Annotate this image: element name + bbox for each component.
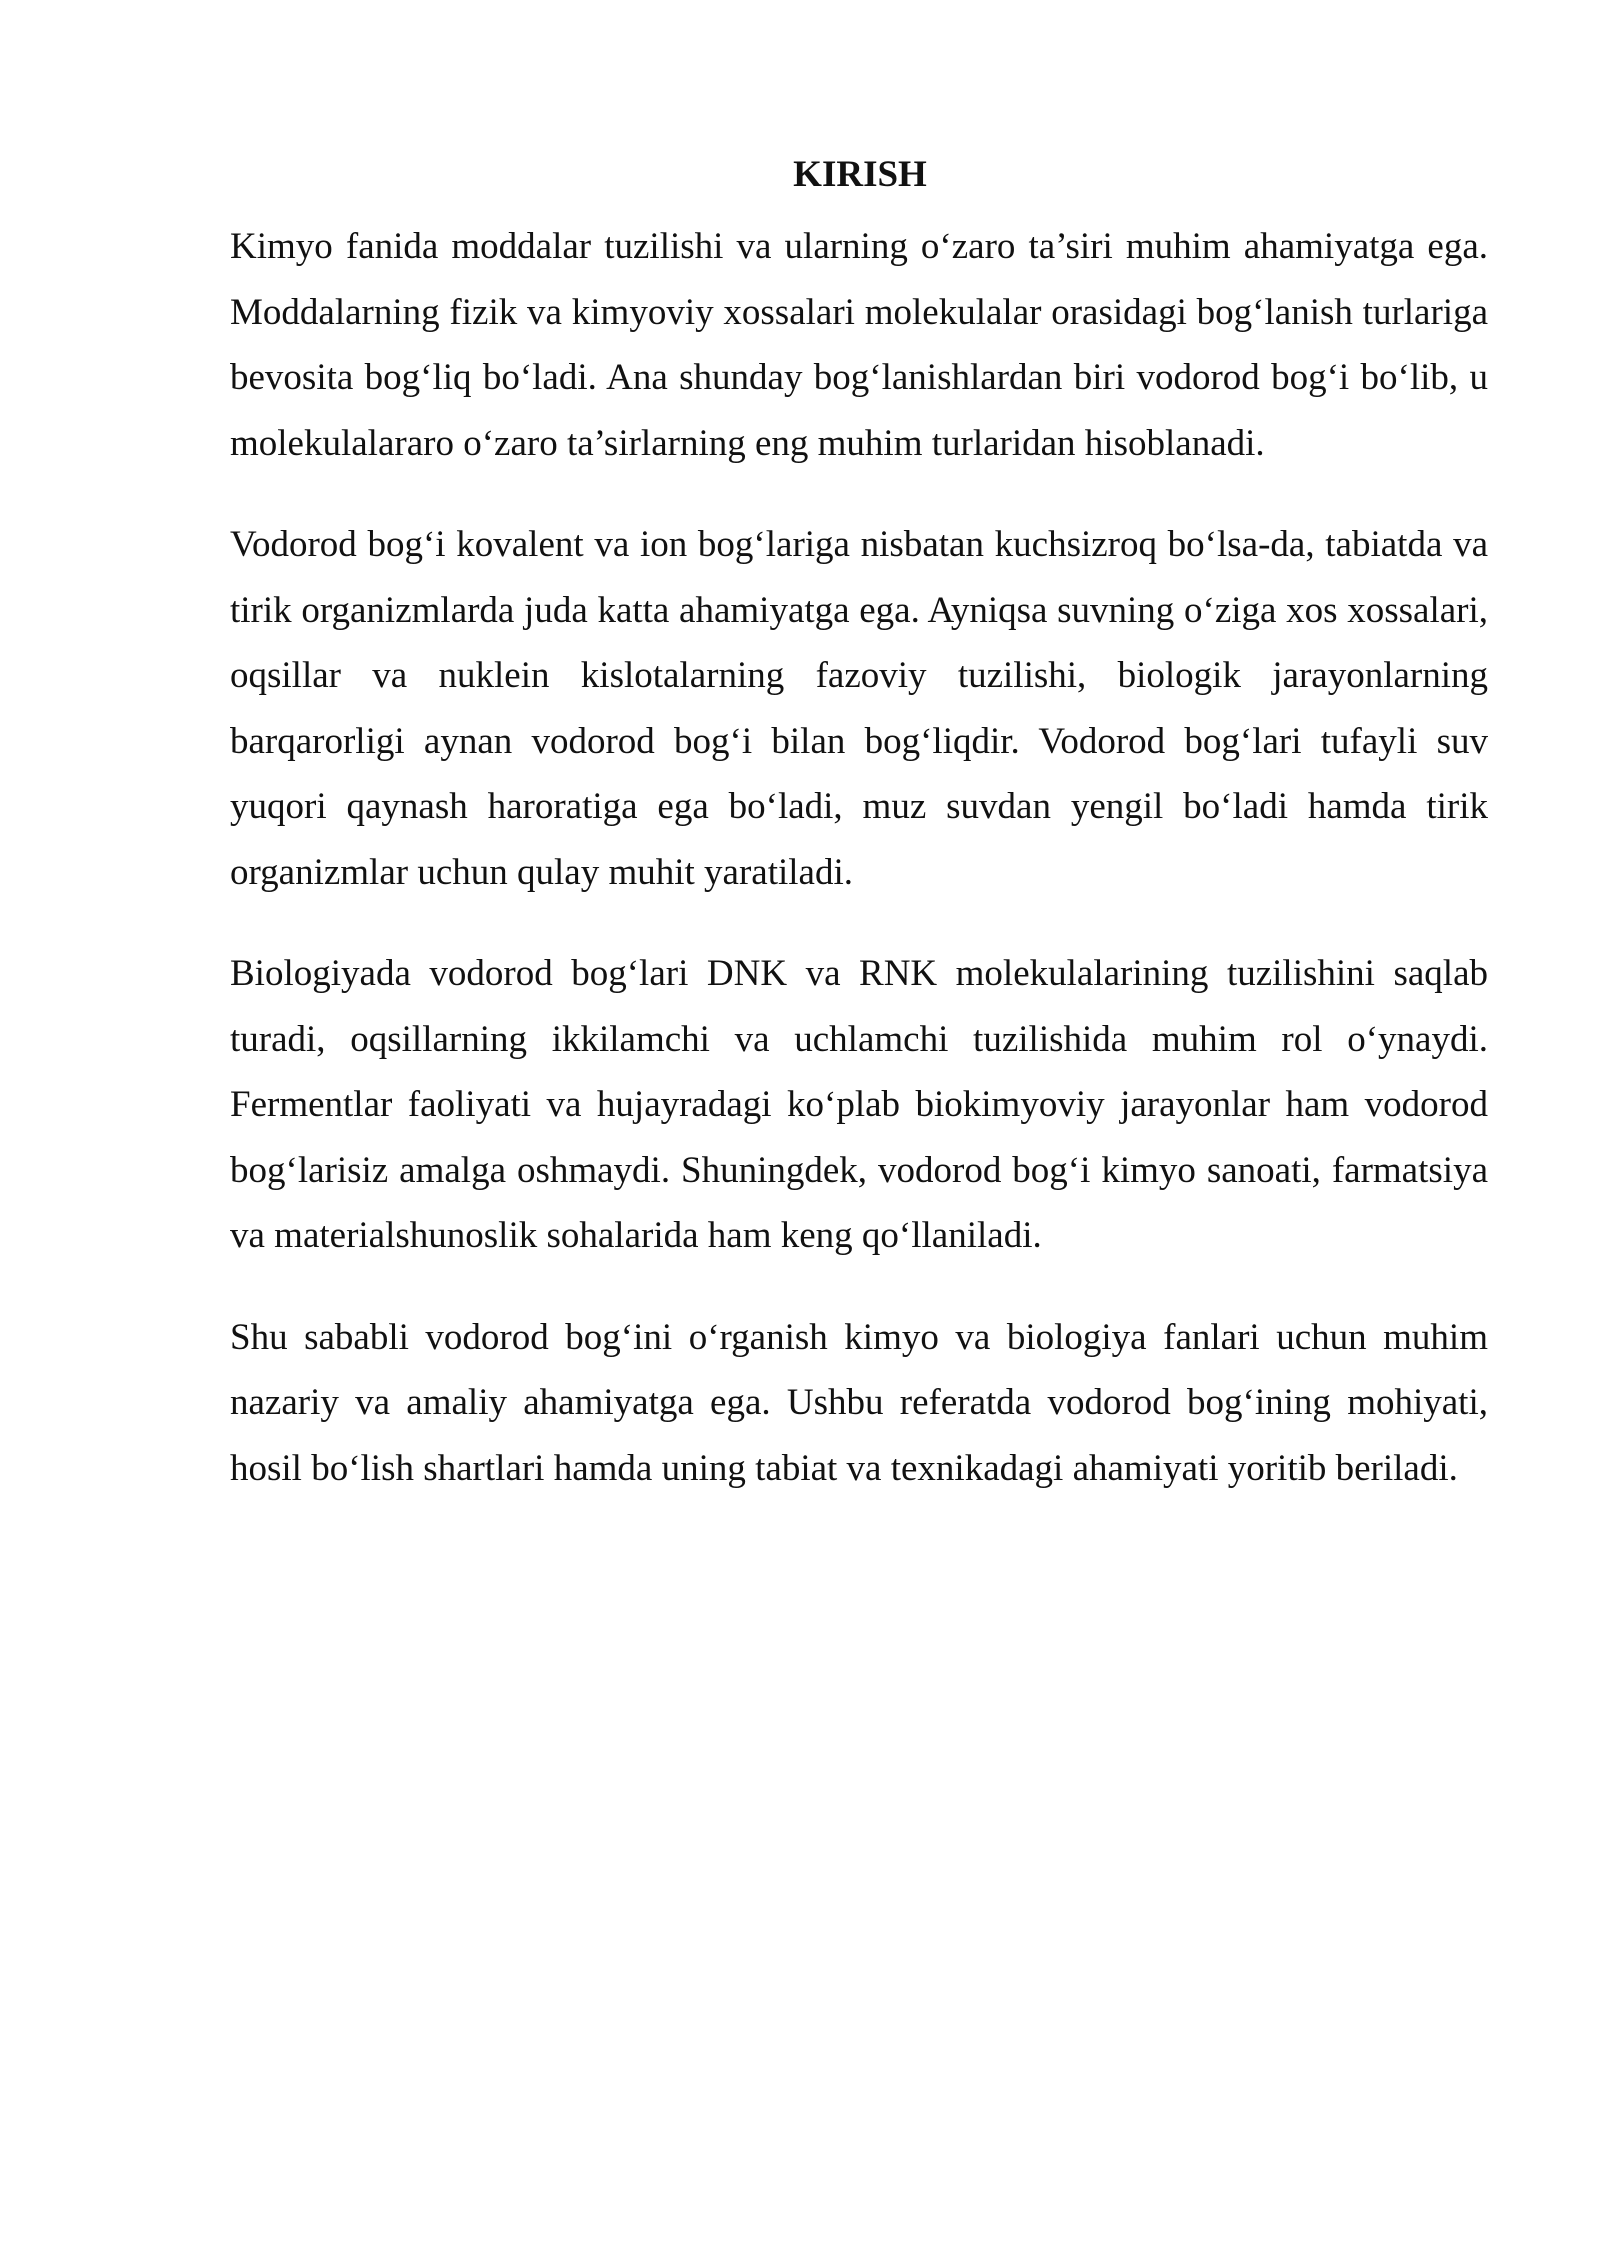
document-body bbox=[230, 148, 1488, 1537]
paragraph-1: Kimyo fanida moddalar tuzilishi va ularning o‘zaro ta’siri muhim ahamiyatga ega. Moddalarning fizik va kimyoviy xossalari molekulalar orasidagi bog‘lanish turlariga bevosita bog‘liq bo‘ladi. Ana shunday bog‘lanishlardan biri vodorod bog‘i bo‘lib, u molekulalararo o‘zaro ta’sirlarning eng muhim turlaridan hisoblanadi. bbox=[230, 226, 1488, 464]
paragraph-4: Shu sababli vodorod bog‘ini o‘rganish kimyo va biologiya fanlari uchun muhim nazariy va amaliy ahamiyatga ega. Ushbu referatda vodorod bog‘ining mohiyati, hosil bo‘lish shartlari hamda uning tabiat va texnikadagi ahamiyati yoritib beriladi. bbox=[230, 1316, 1488, 1489]
section-heading: KIRISH bbox=[793, 154, 927, 195]
paragraph-3: Biologiyada vodorod bog‘lari DNK va RNK molekulalarining tuzilishini saqlab turadi, oqsillarning ikkilamchi va uchlamchi tuzilishida muhim rol o‘ynaydi. Fermentlar faoliyati va hujayradagi ko‘plab biokimyoviy jarayonlar ham vodorod bog‘larisiz amalga oshmaydi. Shuningdek, vodorod bog‘i kimyo sanoati, farmatsiya va materialshunoslik sohalarida ham keng qo‘llaniladi. bbox=[230, 953, 1488, 1256]
paragraph-2: Vodorod bog‘i kovalent va ion bog‘lariga nisbatan kuchsizroq bo‘lsa-da, tabiatda va tirik organizmlarda juda katta ahamiyatga ega. Ayniqsa suvning o‘ziga xos xossalari, oqsillar va nuklein kislotalarning fazoviy tuzilishi, biologik jarayonlarning barqarorligi aynan vodorod bog‘i bilan bog‘liqdir. Vodorod bog‘lari tufayli suv yuqori qaynash haroratiga ega bo‘ladi, muz suvdan yengil bo‘ladi hamda tirik organizmlar uchun qulay muhit yaratiladi. bbox=[230, 524, 1488, 893]
